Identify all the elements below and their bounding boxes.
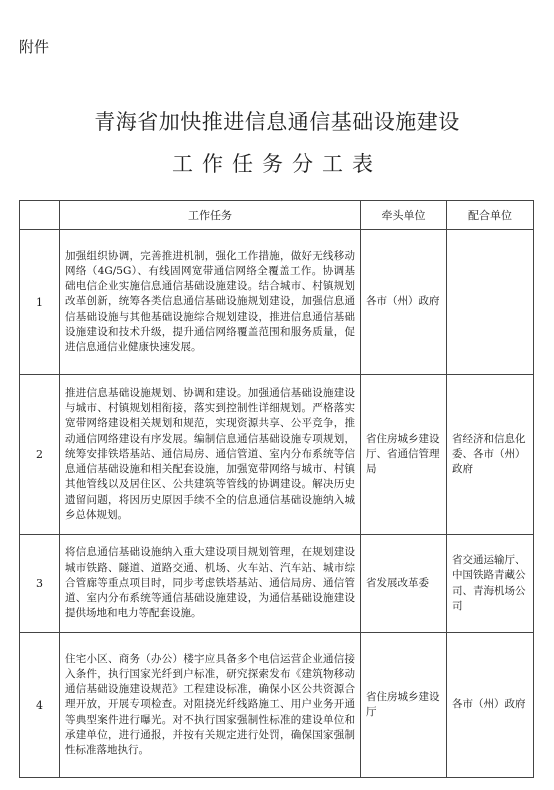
table-header-row xyxy=(20,201,534,230)
table-row xyxy=(20,230,534,375)
row-number: 3 xyxy=(20,535,60,633)
cooperating-unit: 省交通运输厅、中国铁路青藏公司、青海机场公司 xyxy=(447,535,534,633)
table-row xyxy=(20,633,534,778)
cooperating-unit: 省经济和信息化委、各市（州）政府 xyxy=(447,375,534,535)
header-task: 工作任务 xyxy=(60,201,361,230)
row-number: 2 xyxy=(20,375,60,535)
header-lead-unit: 牵头单位 xyxy=(361,201,447,230)
lead-unit: 省住房城乡建设厅、省通信管理局 xyxy=(361,375,447,535)
task-description: 推进信息基础设施规划、协调和建设。加强通信基础设施建设与城市、村镇规划相衔接，落实到控制性详细规划。严格落实宽带网络建设相关规划和规范，实现资源共享、公平竞争，推动通信网络建设有序发展。编制信息通信基础设施专项规划，统筹安排铁塔基站、通信局房、通信管道、室内分布系统等信息通信基础设施和相关配套设施，加强宽带网络与城市、村镇其他管线以及居住区、公共建筑等管线的协调建设。解决历史遗留问题，将因历史原因手续不全的信息通信基础设施纳入城乡总体规划。 xyxy=(60,375,361,535)
cooperating-unit xyxy=(447,230,534,375)
row-number: 4 xyxy=(20,633,60,778)
task-description: 加强组织协调，完善推进机制，强化工作措施，做好无线移动网络（4G/5G）、有线固网宽带通信网络全覆盖工作。协调基础电信企业实施信息通信基础设施建设。结合城市、村镇规划改革创新，统筹各类信息通信基础设施规划建设，加强信息通信基础设施与其他基础设施综合规划建设，推进信息通信基础设施建设和技术升级，提升通信网络覆盖范围和服务质量，促进信息通信业健康快速发展。 xyxy=(60,230,361,375)
table-row xyxy=(20,535,534,633)
table-row xyxy=(20,375,534,535)
task-description: 住宅小区、商务（办公）楼宇应具备多个电信运营企业通信接入条件，执行国家光纤到户标准，研究探索发布《建筑物移动通信基础设施建设规范》工程建设标准，确保小区公共资源合理开放，开展专项检查。对阻挠光纤线路施工、用户业务开通等典型案件进行曝光。对不执行国家强制性标准的建设单位和承建单位，进行通报，并按有关规定进行处罚，确保国家强制性标准落地执行。 xyxy=(60,633,361,778)
document-title-line-1: 青海省加快推进信息通信基础设施建设 xyxy=(94,110,460,134)
task-assignment-table xyxy=(19,200,534,778)
document-title-line-2: 工作任务分工表 xyxy=(172,152,382,176)
row-number: 1 xyxy=(20,230,60,375)
lead-unit: 各市（州）政府 xyxy=(361,230,447,375)
lead-unit: 省住房城乡建设厅 xyxy=(361,633,447,778)
header-number xyxy=(20,201,60,230)
header-cooperating-unit: 配合单位 xyxy=(447,201,534,230)
attachment-label: 附件 xyxy=(19,38,50,56)
task-description: 将信息通信基础设施纳入重大建设项目规划管理，在规划建设城市铁路、隧道、道路交通、机场、火车站、汽车站、城市综合管廊等重点项目时，同步考虑铁塔基站、通信局房、通信管道、室内分布系统等通信基础设施建设，为通信基础设施建设提供场地和电力等配套设施。 xyxy=(60,535,361,633)
lead-unit: 省发展改革委 xyxy=(361,535,447,633)
cooperating-unit: 各市（州）政府 xyxy=(447,633,534,778)
